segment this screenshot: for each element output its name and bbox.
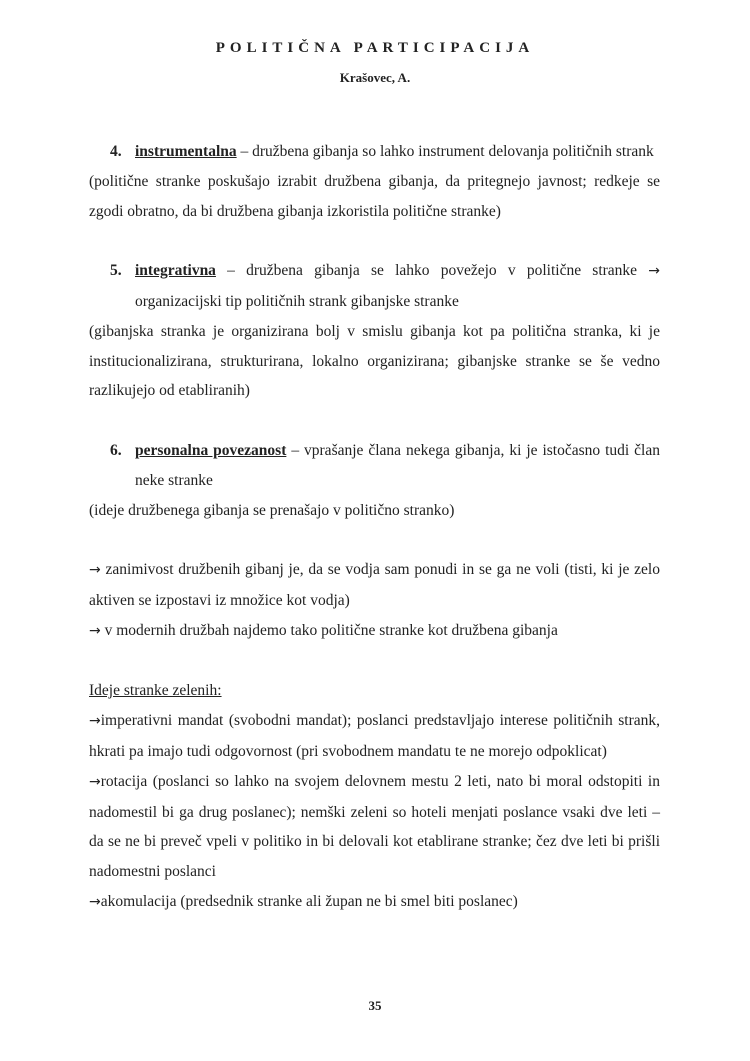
green-point (89, 706, 660, 767)
green-point (89, 887, 660, 918)
list-item-instrumental (89, 137, 660, 167)
item-text-continued: organizacijski tip političnih strank gibanjske stranke (135, 292, 459, 310)
item-note: (politične stranke poskušajo izrabit družbena gibanja, da pritegnejo javnost; redkeje se zgodi obratno, da bi družbena gibanja izkoristila politične stranke) (89, 172, 660, 220)
remark-text: v modernih družbah najdemo tako politične stranke kot družbena gibanja (100, 621, 558, 639)
item-text: – vprašanje člana nekega gibanja, ki je istočasno tudi član neke stranke (135, 441, 660, 489)
document-title: POLITIČNA PARTICIPACIJA (215, 40, 535, 56)
item-text: – družbena gibanja so lahko instrument delovanja političnih strank (236, 143, 654, 160)
remark-paragraph (89, 616, 660, 647)
arrow-right-icon: → (89, 893, 101, 910)
arrow-right-icon: → (89, 622, 101, 639)
arrow-right-icon: → (648, 263, 660, 280)
item-text: – družbena gibanja se lahko povežejo v politične stranke (215, 262, 649, 280)
term-personal-link: personalna povezanost (135, 441, 287, 459)
term-instrumental: instrumentalna (135, 143, 237, 160)
document-author: Krašovec, A. (339, 70, 411, 85)
remark-text: zanimivost družbenih gibanj je, da se vodja sam ponudi in se ga ne voli (tisti, ki je zelo aktiven se izpostavi iz množice kot vodja) (89, 561, 660, 609)
arrow-right-icon: → (89, 713, 101, 730)
arrow-right-icon: → (89, 773, 101, 790)
point-text: rotacija (poslanci so lahko na svojem delovnem mestu 2 leti, nato bi moral odstopiti in nadomestil bi ga drug poslanec); nemški zeleni so hoteli menjati poslance vsaki dve leti – da se ne bi preveč vpeli v politiko in bi delovali kot etablirane stranke; čez dve leti bi prišli nadomestni poslanci (89, 772, 660, 881)
item-note: (ideje družbenega gibanja se prenašajo v politično stranko) (89, 501, 455, 519)
list-item-integrative (89, 256, 660, 317)
green-point (89, 767, 660, 887)
arrow-right-icon: → (89, 562, 101, 579)
page-number: 35 (368, 998, 382, 1013)
point-text: imperativni mandat (svobodni mandat); poslanci predstavljajo interese političnih strank, hkrati pa imajo tudi odgovornost (pri svobodnem mandatu te ne morejo odpoklicat) (89, 712, 660, 760)
term-integrative: integrativna (135, 262, 216, 280)
item-note: (gibanjska stranka je organizirana bolj v smislu gibanja kot pa politična stranka, ki je institucionalizirana, strukturirana, lokalno organizirana; gibanjske stranke se še vedno razlikujejo od etabliranih) (89, 322, 660, 400)
list-number: 6. (110, 441, 122, 459)
list-number: 5. (110, 262, 122, 280)
point-text: akomulacija (predsednik stranke ali župan ne bi smel biti poslanec) (100, 892, 518, 910)
remark-paragraph (89, 555, 660, 616)
list-item-personal-link (89, 436, 660, 496)
page-body (89, 137, 660, 918)
section-heading: Ideje stranke zelenih: (89, 682, 222, 700)
list-number: 4. (110, 143, 122, 160)
